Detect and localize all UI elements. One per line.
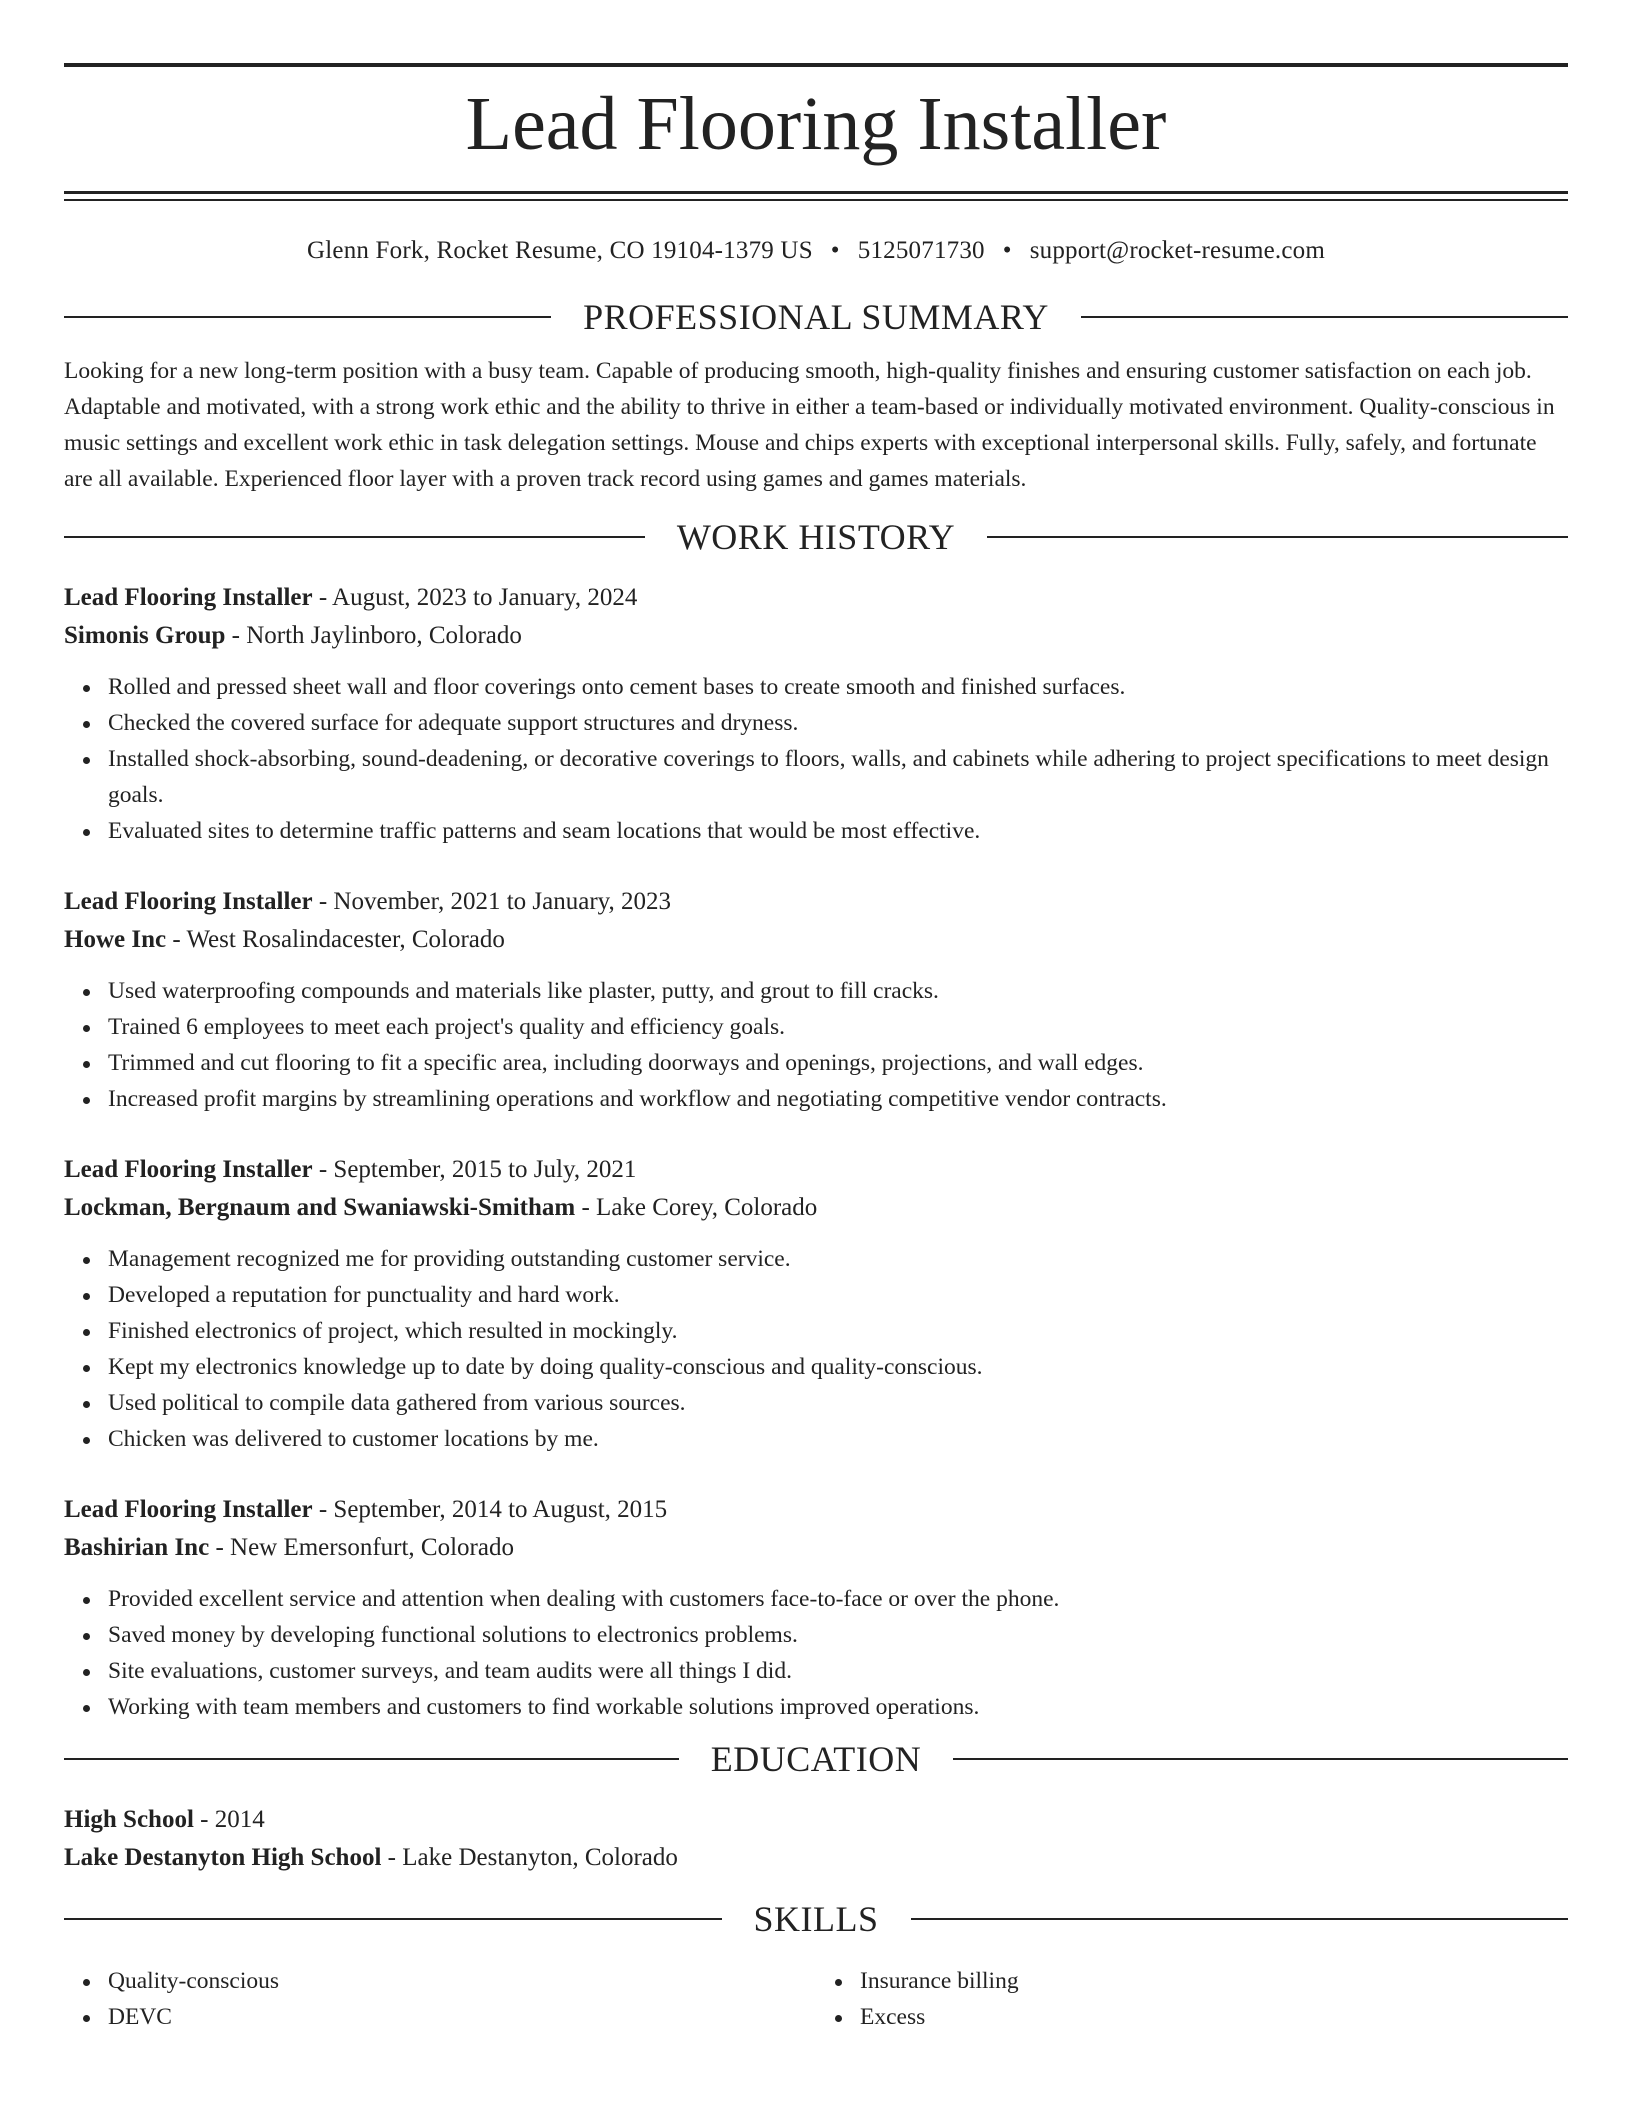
job-title: Lead Flooring Installer — [64, 888, 313, 915]
job-dates: - September, 2015 to July, 2021 — [312, 1156, 637, 1183]
job-bullet: Management recognized me for providing outstanding customer service. — [108, 1241, 1568, 1277]
skills-column-right — [816, 1963, 1568, 2035]
contact-phone: 5125071730 — [857, 237, 985, 264]
education-school: Lake Destanyton High School — [64, 1844, 382, 1871]
skill-item: DEVC — [108, 1999, 816, 2035]
job-title-line — [64, 579, 1568, 617]
education-degree: High School — [64, 1806, 194, 1833]
job-title-line — [64, 1151, 1568, 1189]
resume-page — [64, 0, 1568, 2035]
skills-heading-label: SKILLS — [753, 1899, 879, 1939]
job-title: Lead Flooring Installer — [64, 1496, 313, 1523]
job-dates: - September, 2014 to August, 2015 — [312, 1496, 668, 1523]
company-line — [64, 921, 1568, 959]
company-line — [64, 1529, 1568, 1567]
job-bullet: Kept my electronics knowledge up to date by doing quality-conscious and quality-conscious. — [108, 1349, 1568, 1385]
company-line — [64, 617, 1568, 655]
job-dates: - August, 2023 to January, 2024 — [312, 584, 638, 611]
education-degree-line — [64, 1801, 1568, 1839]
summary-heading — [64, 297, 1568, 337]
summary-text: Looking for a new long-term position with a busy team. Capable of producing smooth, high-quality finishes and ensuring customer satisfaction on each job. Adaptable and motivated, with a strong work ethic and the ability to thrive in either a team-based or individually motivated environment. Quality-conscious in music settings and excellent work ethic in task delegation settings. Mouse and chips experts with exceptional interpersonal skills. Fully, safely, and fortunate are all available. Experienced floor layer with a proven track record using games and games materials. — [64, 358, 1555, 492]
job-title-line — [64, 883, 1568, 921]
company-location: - West Rosalindacester, Colorado — [166, 926, 505, 953]
skills-list — [64, 1963, 1568, 2035]
job-bullets — [64, 1241, 1568, 1457]
contact-separator: • — [830, 237, 840, 264]
job-bullet: Used waterproofing compounds and materials like plaster, putty, and grout to fill cracks. — [108, 973, 1568, 1009]
job-bullet: Chicken was delivered to customer locations by me. — [108, 1421, 1568, 1457]
job-bullet: Evaluated sites to determine traffic patterns and seam locations that would be most effective. — [108, 813, 1568, 849]
job-bullets — [64, 973, 1568, 1117]
company-location: - New Emersonfurt, Colorado — [209, 1534, 514, 1561]
job-bullets — [64, 669, 1568, 849]
company-location: - North Jaylinboro, Colorado — [225, 622, 522, 649]
job-title: Lead Flooring Installer — [64, 584, 313, 611]
education-entry — [64, 1801, 1568, 1877]
work-history-heading — [64, 517, 1568, 557]
job-bullet: Checked the covered surface for adequate support structures and dryness. — [108, 705, 1568, 741]
job-bullet: Developed a reputation for punctuality and hard work. — [108, 1277, 1568, 1313]
skill-item: Quality-conscious — [108, 1963, 816, 1999]
job-bullet: Site evaluations, customer surveys, and team audits were all things I did. — [108, 1653, 1568, 1689]
job-bullet: Increased profit margins by streamlining operations and workflow and negotiating competitive vendor contracts. — [108, 1081, 1568, 1117]
skill-item: Insurance billing — [860, 1963, 1568, 1999]
company-name: Simonis Group — [64, 622, 226, 649]
job-title-line — [64, 1491, 1568, 1529]
job-entry — [64, 579, 1568, 849]
education-location: - Lake Destanyton, Colorado — [381, 1844, 678, 1871]
company-location: - Lake Corey, Colorado — [575, 1194, 818, 1221]
education-heading-label: EDUCATION — [710, 1739, 922, 1779]
contact-separator: • — [1002, 237, 1012, 264]
job-bullet: Saved money by developing functional solutions to electronics problems. — [108, 1617, 1568, 1653]
header-double-rule — [64, 191, 1568, 201]
job-bullet: Rolled and pressed sheet wall and floor coverings onto cement bases to create smooth and finished surfaces. — [108, 669, 1568, 705]
job-entry — [64, 883, 1568, 1117]
skills-heading — [64, 1899, 1568, 1939]
job-bullet: Working with team members and customers to find workable solutions improved operations. — [108, 1689, 1568, 1725]
job-bullet: Trimmed and cut flooring to fit a specific area, including doorways and openings, projections, and wall edges. — [108, 1045, 1568, 1081]
education-school-line — [64, 1839, 1568, 1877]
job-bullet: Trained 6 employees to meet each project's quality and efficiency goals. — [108, 1009, 1568, 1045]
work-history-heading-label: WORK HISTORY — [676, 517, 956, 557]
job-bullets — [64, 1581, 1568, 1725]
job-dates: - November, 2021 to January, 2023 — [312, 888, 672, 915]
contact-address: Glenn Fork, Rocket Resume, CO 19104-1379 US — [307, 237, 813, 264]
job-bullet: Installed shock-absorbing, sound-deadening, or decorative coverings to floors, walls, and cabinets while adhering to project specifications to meet design goals. — [108, 741, 1568, 813]
job-title: Lead Flooring Installer — [64, 1156, 313, 1183]
company-name: Lockman, Bergnaum and Swaniawski-Smitham — [64, 1194, 576, 1221]
skill-item: Excess — [860, 1999, 1568, 2035]
job-bullet: Used political to compile data gathered from various sources. — [108, 1385, 1568, 1421]
summary-heading-label: PROFESSIONAL SUMMARY — [583, 297, 1049, 337]
education-heading — [64, 1739, 1568, 1779]
contact-info — [64, 235, 1568, 267]
company-name: Howe Inc — [64, 926, 167, 953]
job-entry — [64, 1151, 1568, 1457]
company-name: Bashirian Inc — [64, 1534, 210, 1561]
resume-title: Lead Flooring Installer — [465, 82, 1167, 166]
job-entry — [64, 1491, 1568, 1725]
company-line — [64, 1189, 1568, 1227]
education-year: - 2014 — [193, 1806, 265, 1833]
job-bullet: Finished electronics of project, which resulted in mockingly. — [108, 1313, 1568, 1349]
job-bullet: Provided excellent service and attention when dealing with customers face-to-face or over the phone. — [108, 1581, 1568, 1617]
contact-email[interactable]: support@rocket-resume.com — [1029, 237, 1325, 264]
skills-column-left — [64, 1963, 816, 2035]
